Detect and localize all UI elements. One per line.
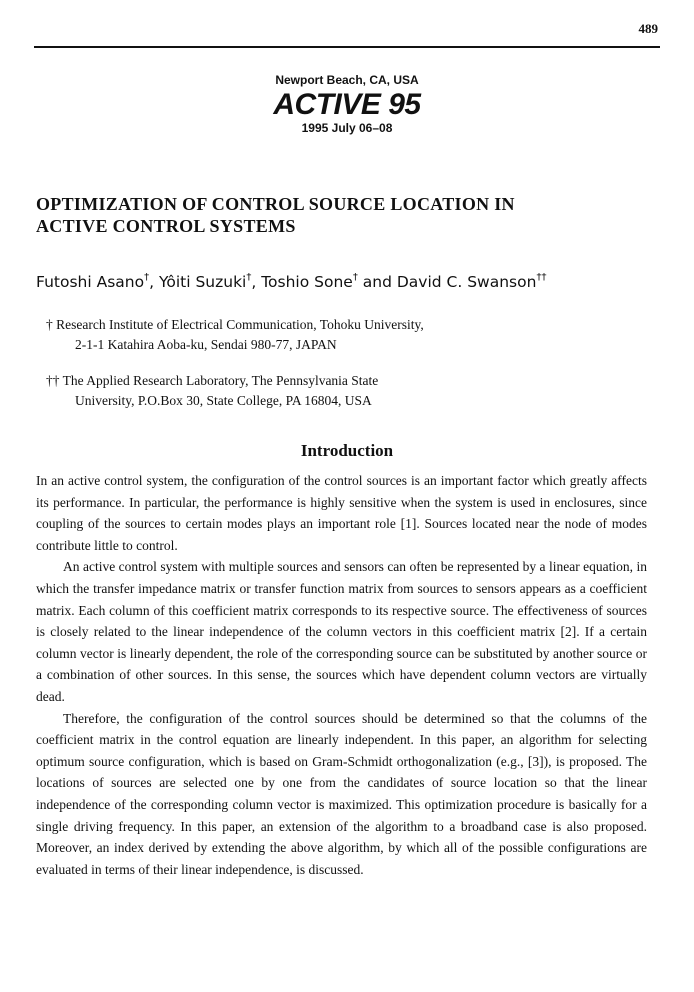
author-name: Toshio Sone (261, 273, 353, 291)
paper-title (36, 193, 656, 237)
author-name: David C. Swanson (396, 273, 537, 291)
conference-dates: 1995 July 06–08 (301, 121, 393, 135)
affiliation-address: 2-1-1 Katahira Aoba-ku, Sendai 980-77, JAPAN (75, 337, 337, 352)
body-text (36, 470, 647, 880)
affiliation-text: The Applied Research Laboratory, The Pennsylvania State (62, 373, 379, 388)
affiliation-line (46, 371, 646, 391)
author-separator: , (251, 273, 262, 291)
conference-location: Newport Beach, CA, USA (275, 73, 419, 87)
section-heading: Introduction (300, 441, 394, 460)
header-rule (34, 46, 660, 48)
affiliation-2 (46, 371, 646, 411)
conference-name: ACTIVE 95 (273, 88, 421, 121)
author-mark: †† (536, 272, 547, 283)
title-line: ACTIVE CONTROL SYSTEMS (36, 216, 296, 236)
author-separator: , (149, 273, 159, 291)
author-mark: † (246, 272, 252, 283)
paragraph: Therefore, the configuration of the control sources should be determined so that the columns of the coefficient matrix in the control equation are linearly independent. In this paper, an algorithm for selecting optimum source configuration, which is based on Gram-Schmidt orthogonalization (e.g., [3]), is proposed. The locations of sources are selected one by one from the candidates of source location so that the linear independence of the corresponding column vector is maximized. This optimization procedure is basically for a single driving frequency. In this paper, an extension of the algorithm to a broadband case is also proposed. Moreover, an index derived by extending the above algorithm, by which all of the possible configurations are evaluated in terms of their linear independence, is discussed. (36, 710, 647, 877)
affiliation-address: University, P.O.Box 30, State College, PA 16804, USA (75, 393, 372, 408)
affiliation-text: Research Institute of Electrical Communication, Tohoku University, (56, 317, 424, 332)
author-name: Futoshi Asano (36, 273, 145, 291)
affiliation-mark: † (46, 317, 53, 332)
affiliation-line (46, 315, 646, 335)
title-line: OPTIMIZATION OF CONTROL SOURCE LOCATION IN (36, 194, 515, 214)
paragraph: An active control system with multiple sources and sensors can often be represented by a linear equation, in which the transfer impedance matrix or transfer function matrix from sources to sensors appears as a coefficient matrix. Each column of this coefficient matrix corresponds to its respective source. The effectiveness of sources is closely related to the linear independence of the column vectors in this coefficient matrix [2]. If a certain column vector is linearly dependent, the role of the corresponding source can be substituted by another source or a combination of other sources. In this sense, the sources which have dependent column vectors are virtually dead. (36, 559, 647, 704)
author-mark: † (144, 272, 150, 283)
author-mark: † (352, 272, 358, 283)
author-name: Yôiti Suzuki (158, 273, 247, 291)
affiliation-1 (46, 315, 646, 355)
author-list (36, 272, 656, 292)
affiliation-mark: †† (46, 373, 60, 388)
conference-block (0, 72, 694, 135)
author-separator: and (357, 273, 397, 291)
page-number: 489 (638, 21, 658, 36)
paragraph: In an active control system, the configuration of the control sources is an important factor which greatly affects its performance. In particular, the performance is highly sensitive when the system is used in enclosures, since coupling of the sources to certain modes plays an important role [1]. Sources located near the node of modes contribute little to control. (36, 473, 647, 553)
